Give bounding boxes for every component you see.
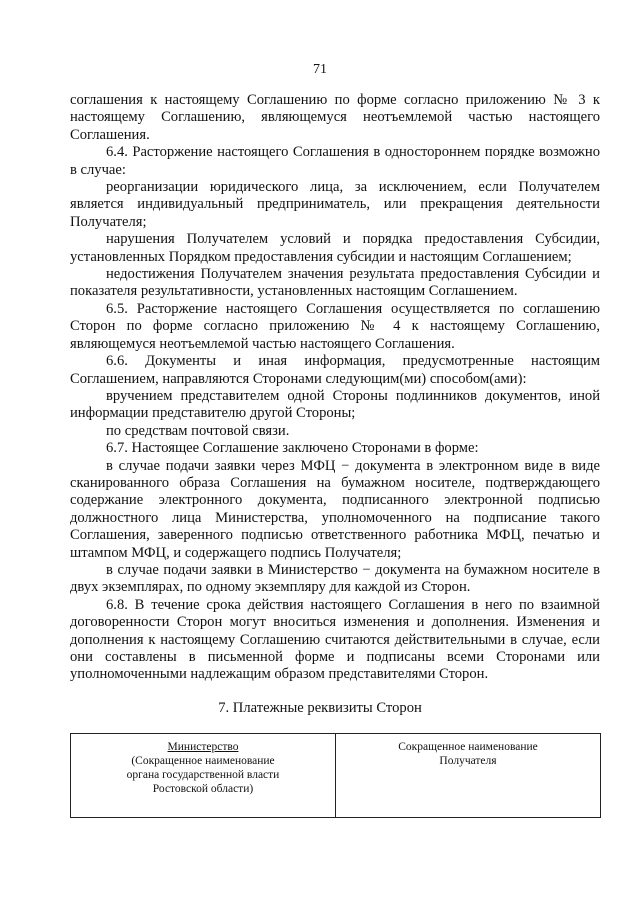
paragraph-0: соглашения к настоящему Соглашению по форме согласно приложению № 3 к настоящему Соглашению, являющемуся неотъемлемой частью настоящего Соглашения. — [70, 92, 600, 143]
ministry-heading: Министерство — [167, 741, 239, 753]
requisites-table — [70, 733, 601, 818]
page-number: 71 — [313, 62, 327, 77]
requisites-cell-recipient — [335, 734, 600, 817]
paragraph-violation: нарушения Получателем условий и порядка предоставления Субсидии, установленных Порядком предоставления субсидии и настоящим Соглашением; — [70, 231, 600, 265]
paragraph-6-6: 6.6. Документы и иная информация, предусмотренные настоящим Соглашением, направляются Сторонами следующим(ми) способом(ами): — [70, 353, 600, 387]
paragraph-mfc: в случае подачи заявки через МФЦ − документа в электронном виде в виде сканированного образа Соглашения на бумажном носителе, подтверждающего содержание электронного документа, подписанного электронной подписью должностного лица Министерства, уполномоченного на подписание такого Соглашения, заверенного подписью ответственного работника МФЦ, печатью и штампом МФЦ, и содержащего подпись Получателя; — [70, 457, 600, 561]
paragraph-6-7: 6.7. Настоящее Соглашение заключено Сторонами в форме: — [106, 440, 479, 457]
paragraph-reorganization: реорганизации юридического лица, за исключением, если Получателем является индивидуальный предприниматель, или прекращения деятельности Получателя; — [70, 179, 600, 230]
requisites-cell-ministry — [71, 734, 335, 817]
paragraph-6-5: 6.5. Расторжение настоящего Соглашения осуществляется по соглашению Сторон по форме согласно приложению № 4 к настоящему Соглашению, являющемуся неотъемлемой частью настоящего Соглашения. — [70, 300, 600, 352]
document-body — [70, 92, 600, 684]
ministry-line-1: (Сокращенное наименование — [131, 755, 275, 767]
paragraph-non-achievement: недостижения Получателем значения результата предоставления Субсидии и показателя результативности, установленных настоящим Соглашением. — [70, 266, 600, 300]
section-title: 7. Платежные реквизиты Сторон — [218, 700, 422, 716]
recipient-line-1: Сокращенное наименование — [398, 741, 538, 753]
paragraph-delivery-post: по средствам почтовой связи. — [106, 422, 290, 439]
paragraph-6-4: 6.4. Расторжение настоящего Соглашения в одностороннем порядке возможно в случае: — [70, 144, 600, 178]
paragraph-ministry: в случае подачи заявки в Министерство − документа на бумажном носителе в двух экземплярах, по одному экземпляру для каждой из Сторон. — [70, 561, 600, 596]
paragraph-delivery-hand: вручением представителем одной Стороны подлинников документов, иной информации представителю другой Стороны; — [70, 387, 600, 422]
paragraph-6-8: 6.8. В течение срока действия настоящего Соглашения в него по взаимной договоренности Сторон могут вноситься изменения и дополнения. Изменения и дополнения к настоящему Соглашению считаются действительными в случае, если они составлены в письменной форме и подписаны всеми Сторонами или уполномоченными надлежащим образом представителями Сторон. — [70, 596, 600, 683]
ministry-line-2: органа государственной власти — [126, 769, 280, 781]
recipient-line-2: Получателя — [439, 755, 497, 767]
ministry-line-3: Ростовской области) — [152, 783, 254, 795]
